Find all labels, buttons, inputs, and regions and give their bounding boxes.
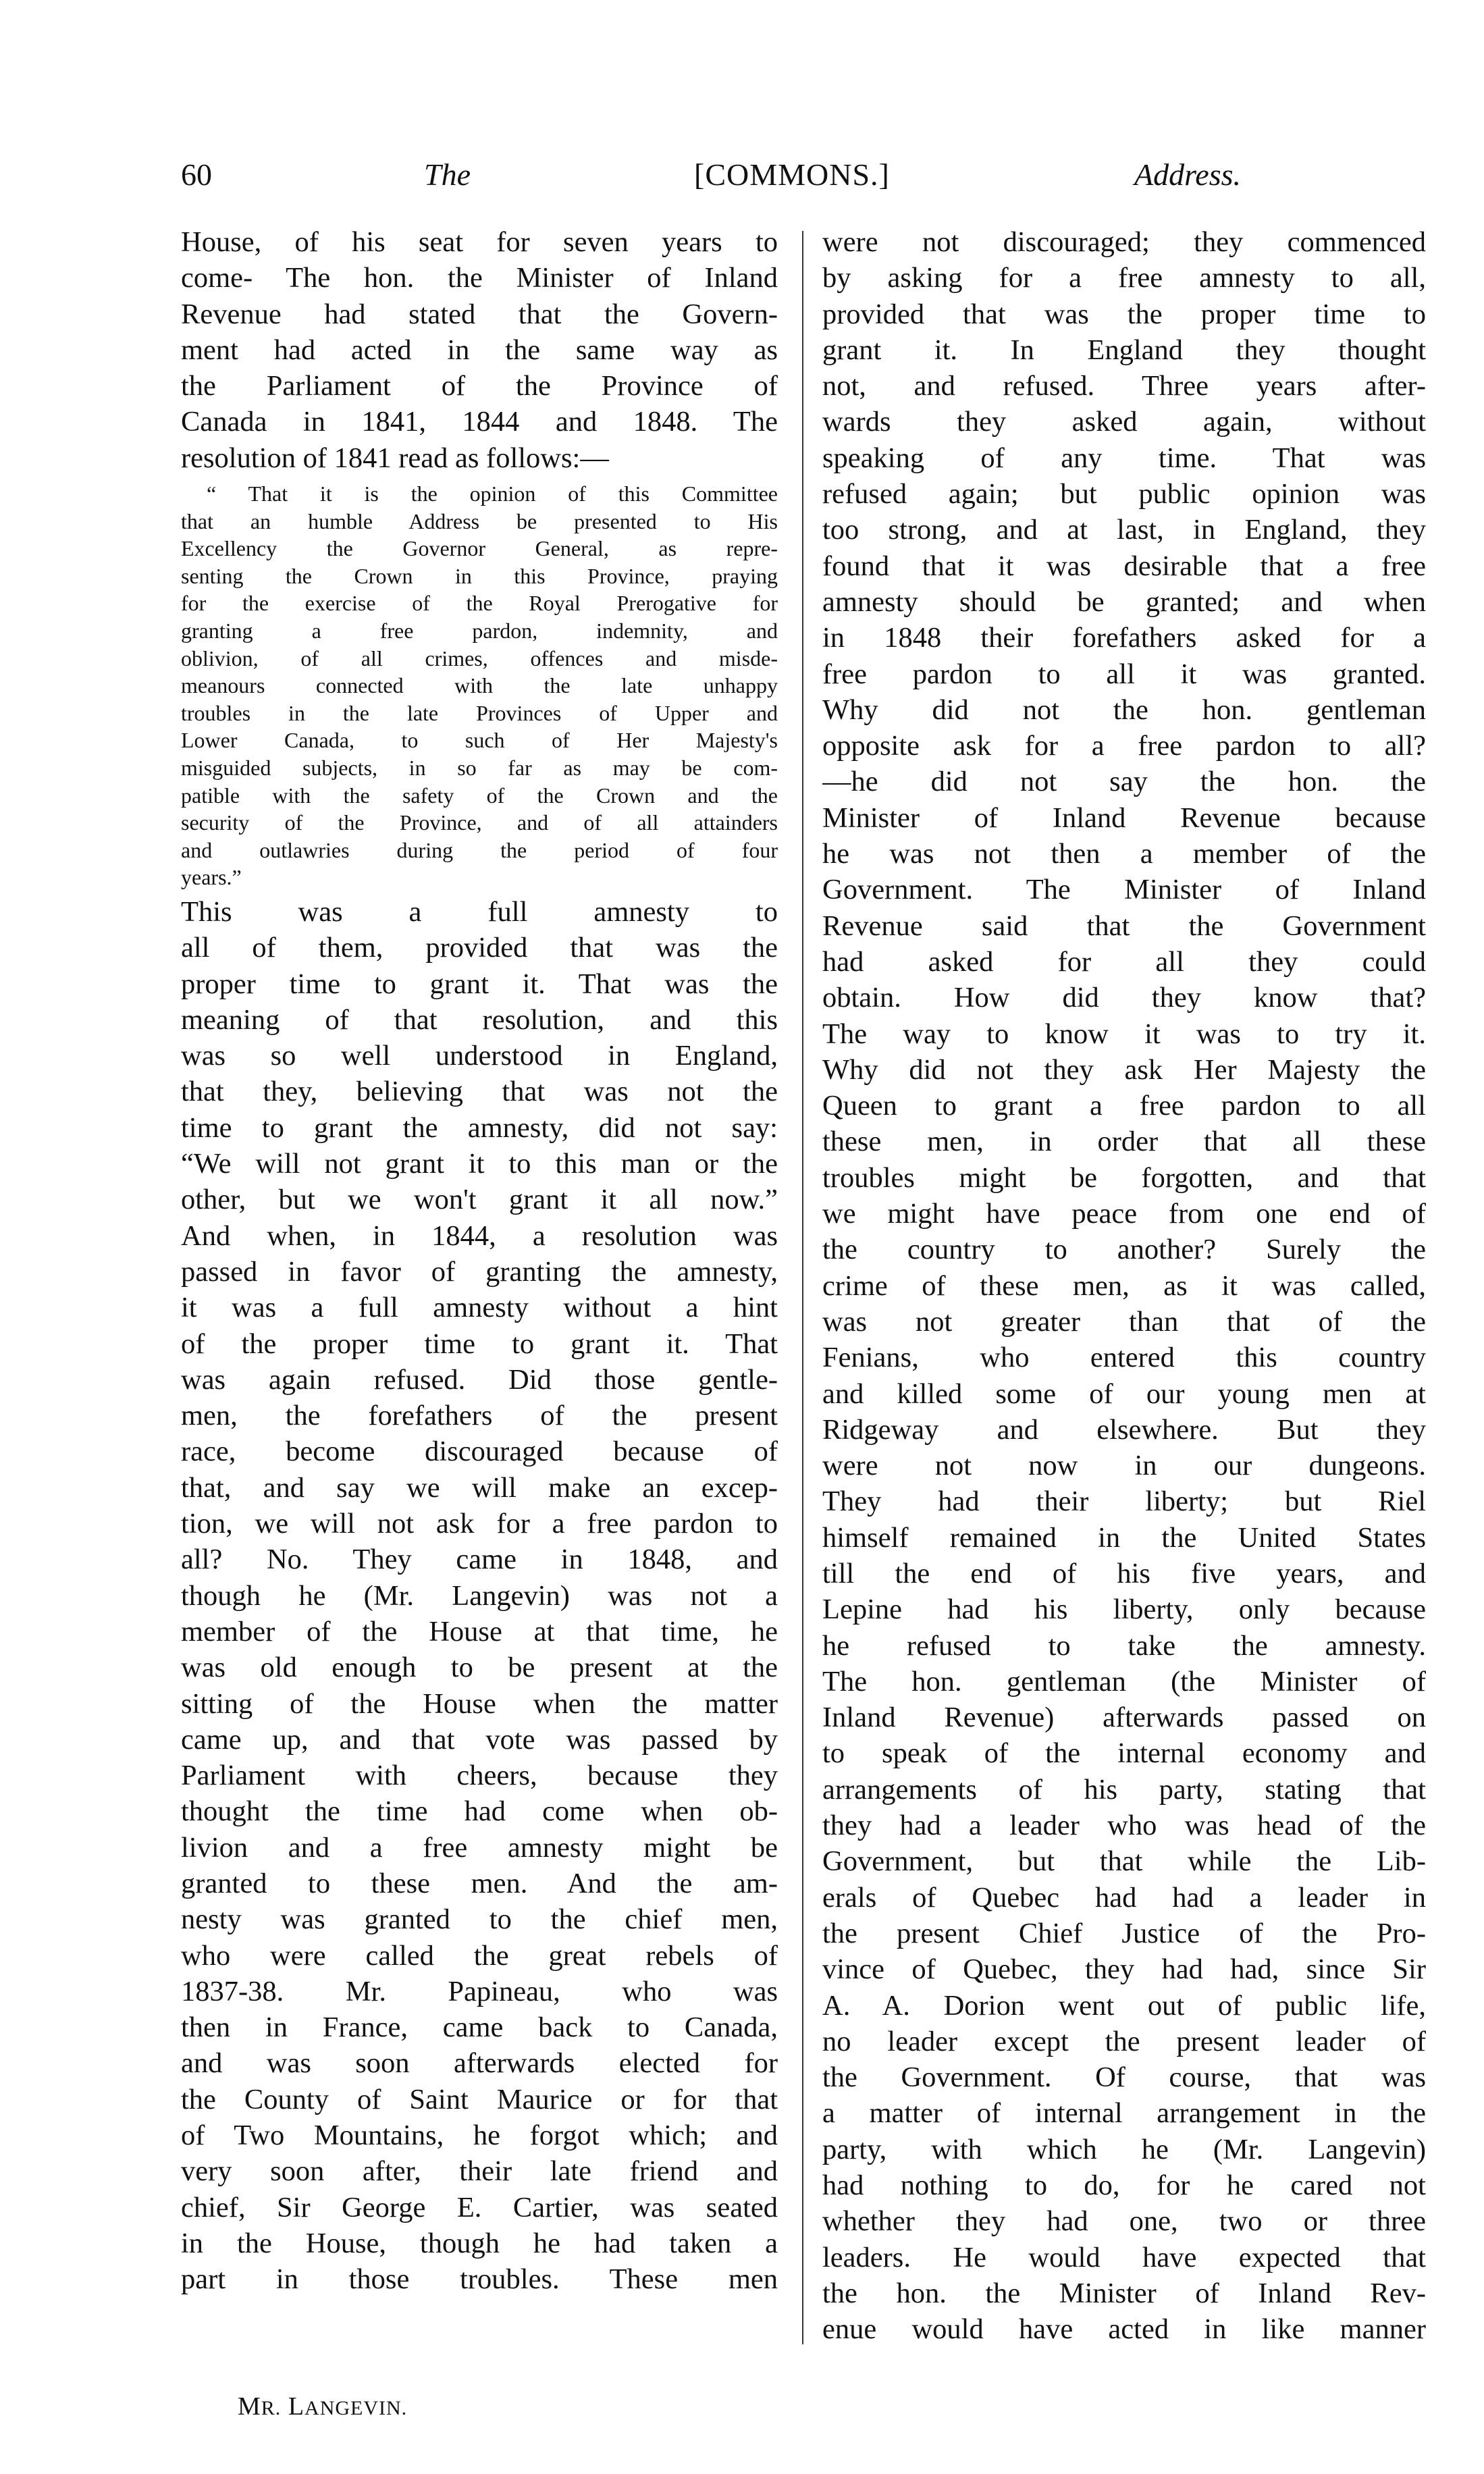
footer-prefix-rest: R. (261, 2397, 282, 2419)
text-line: was so well understood in England, (181, 1040, 778, 1072)
text-line: the country to another? Surely the (822, 1234, 1426, 1266)
text-line: a matter of internal arrangement in the (822, 2097, 1426, 2130)
text-line: these men, in order that all these (822, 1126, 1426, 1158)
text-line: part in those troubles. These men (181, 2263, 778, 2296)
text-line: though he (Mr. Langevin) was not a (181, 1579, 778, 1612)
column-divider (802, 231, 803, 2344)
text-line: amnesty should be granted; and when (822, 585, 1426, 618)
text-line: very soon after, their late friend and (181, 2155, 778, 2188)
text-line: provided that was the proper time to (822, 298, 1426, 330)
text-line: Inland Revenue) afterwards passed on (822, 1702, 1426, 1734)
text-line: too strong, and at last, in England, they (822, 514, 1426, 546)
quote-line: security of the Province, and of all attainders (181, 810, 778, 835)
text-line: Minister of Inland Revenue because (822, 801, 1426, 834)
text-line: was old enough to be present at the (181, 1652, 778, 1684)
text-line: proper time to grant it. That was the (181, 968, 778, 1000)
text-line: obtain. How did they know that? (822, 982, 1426, 1014)
text-line: erals of Quebec had had a leader in (822, 1881, 1426, 1914)
text-line: speaking of any time. That was (822, 442, 1426, 474)
quote-line: misguided subjects, in so far as may be com- (181, 756, 778, 781)
text-line: race, become discouraged because of (181, 1436, 778, 1468)
text-line: not, and refused. Three years after- (822, 370, 1426, 402)
text-line: And when, in 1844, a resolution was (181, 1219, 778, 1252)
quote-line: patible with the safety of the Crown and the (181, 783, 778, 808)
text-line: Ridgeway and elsewhere. But they (822, 1413, 1426, 1446)
text-line: then in France, came back to Canada, (181, 2011, 778, 2044)
quoted-resolution (181, 480, 778, 891)
text-line: meaning of that resolution, and this (181, 1003, 778, 1036)
text-line: the Government. Of course, that was (822, 2061, 1426, 2094)
text-line: he refused to take the amnesty. (822, 1629, 1426, 1662)
left-paragraph-2 (181, 894, 778, 2298)
quote-line: for the exercise of the Royal Prerogative for (181, 591, 778, 616)
text-line: The hon. gentleman (the Minister of (822, 1665, 1426, 1697)
text-line: it was a full amnesty without a hint (181, 1292, 778, 1324)
text-line: member of the House at that time, he (181, 1615, 778, 1648)
running-title-center: [COMMONS.] (694, 157, 890, 192)
text-line: —he did not say the hon. the (822, 766, 1426, 798)
text-line: till the end of his five years, and (822, 1557, 1426, 1589)
text-line: the present Chief Justice of the Pro- (822, 1917, 1426, 1949)
text-line: the Parliament of the Province of (181, 370, 778, 402)
text-line: Canada in 1841, 1844 and 1848. The (181, 406, 778, 438)
text-line: This was a full amnesty to (181, 895, 778, 928)
speaker-footer (238, 2392, 407, 2421)
text-line: to speak of the internal economy and (822, 1737, 1426, 1770)
text-line: sitting of the House when the matter (181, 1687, 778, 1720)
quote-line: and outlawries during the period of four (181, 837, 778, 862)
text-line: House, of his seat for seven years to (181, 226, 778, 258)
text-line: nesty was granted to the chief men, (181, 1903, 778, 1936)
text-line: the County of Saint Maurice or for that (181, 2083, 778, 2115)
text-line: A. A. Dorion went out of public life, (822, 1989, 1426, 2022)
text-line: grant it. In England they thought (822, 334, 1426, 366)
text-line: Revenue had stated that the Govern- (181, 298, 778, 330)
running-title-left: The (424, 157, 471, 192)
text-line: arrangements of his party, stating that (822, 1773, 1426, 1806)
text-line: passed in favor of granting the amnesty, (181, 1255, 778, 1288)
left-paragraph-1 (181, 224, 778, 476)
footer-name-rest: ANGEVIN. (304, 2397, 408, 2419)
text-line: whether they had one, two or three (822, 2205, 1426, 2238)
text-line: thought the time had come when ob- (181, 1795, 778, 1828)
text-line: granted to these men. And the am- (181, 1868, 778, 1899)
text-line: had asked for all they could (822, 945, 1426, 978)
text-line: that they, believing that was not the (181, 1076, 778, 1108)
text-line: of the proper time to grant it. That (181, 1327, 778, 1360)
page-number: 60 (181, 157, 212, 192)
quote-line: years.” (181, 865, 242, 890)
text-line: free pardon to all it was granted. (822, 658, 1426, 690)
text-line: The way to know it was to try it. (822, 1018, 1426, 1050)
text-line: vince of Quebec, they had had, since Sir (822, 1953, 1426, 1986)
text-line: crime of these men, as it was called, (822, 1269, 1426, 1302)
text-line: who were called the great rebels of (181, 1939, 778, 1972)
text-line: refused again; but public opinion was (822, 478, 1426, 510)
text-line: by asking for a free amnesty to all, (822, 262, 1426, 294)
text-line: had nothing to do, for he cared not (822, 2169, 1426, 2202)
text-line: other, but we won't grant it all now.” (181, 1184, 778, 1216)
text-line: opposite ask for a free pardon to all? (822, 730, 1426, 762)
text-line: the hon. the Minister of Inland Rev- (822, 2277, 1426, 2309)
quote-line: granting a free pardon, indemnity, and (181, 618, 778, 643)
text-line: were not discouraged; they commenced (822, 226, 1426, 258)
text-line: they had a leader who was head of the (822, 1810, 1426, 1842)
text-line: we might have peace from one end of (822, 1198, 1426, 1230)
text-line: all? No. They came in 1848, and (181, 1544, 778, 1576)
text-line: in 1848 their forefathers asked for a (822, 622, 1426, 654)
quote-line: Lower Canada, to such of Her Majesty's (181, 728, 778, 753)
text-line: and killed some of our young men at (822, 1377, 1426, 1410)
footer-name-initial: L (288, 2392, 305, 2421)
text-line: were not now in our dungeons. (822, 1450, 1426, 1482)
text-line: They had their liberty; but Riel (822, 1485, 1426, 1518)
running-title-right: Address. (1134, 157, 1241, 192)
text-line: all of them, provided that was the (181, 932, 778, 964)
quote-line: meanours connected with the late unhappy (181, 673, 778, 698)
left-column (181, 224, 778, 2298)
text-line: was again refused. Did those gentle- (181, 1363, 778, 1396)
page-header (181, 157, 1241, 204)
text-line: time to grant the amnesty, did not say: (181, 1111, 778, 1144)
footer-prefix-initial: M (238, 2392, 261, 2421)
text-line: ment had acted in the same way as (181, 334, 778, 366)
text-line: Government, but that while the Lib- (822, 1845, 1426, 1878)
text-line: “We will not grant it to this man or the (181, 1148, 778, 1180)
text-line: come- The hon. the Minister of Inland (181, 262, 778, 294)
text-line: that, and say we will make an excep- (181, 1471, 778, 1504)
text-line: of Two Mountains, he forgot which; and (181, 2120, 778, 2152)
quote-line: that an humble Address be presented to His (181, 508, 778, 533)
text-line: Queen to grant a free pardon to all (822, 1090, 1426, 1122)
text-line: party, with which he (Mr. Langevin) (822, 2133, 1426, 2165)
text-line: Why did not they ask Her Majesty the (822, 1053, 1426, 1086)
quote-line: “ That it is the opinion of this Committee (207, 481, 778, 506)
quote-line: troubles in the late Provinces of Upper and (181, 700, 778, 725)
text-line: livion and a free amnesty might be (181, 1831, 778, 1864)
text-line: Parliament with cheers, because they (181, 1760, 778, 1792)
text-line: 1837-38. Mr. Papineau, who was (181, 1975, 778, 2007)
text-line: Lepine had his liberty, only because (822, 1594, 1426, 1626)
text-line: Fenians, who entered this country (822, 1342, 1426, 1374)
text-line: no leader except the present leader of (822, 2025, 1426, 2057)
text-line: men, the forefathers of the present (181, 1400, 778, 1432)
text-line: in the House, though he had taken a (181, 2227, 778, 2259)
text-line: Why did not the hon. gentleman (822, 693, 1426, 726)
text-line: Revenue said that the Government (822, 910, 1426, 942)
text-line: Government. The Minister of Inland (822, 874, 1426, 906)
text-line: came up, and that vote was passed by (181, 1723, 778, 1756)
quote-line: senting the Crown in this Province, praying (181, 563, 778, 588)
quote-line: oblivion, of all crimes, offences and misde- (181, 646, 778, 670)
text-line: and was soon afterwards elected for (181, 2047, 778, 2080)
text-line: found that it was desirable that a free (822, 550, 1426, 582)
text-line: tion, we will not ask for a free pardon to (181, 1508, 778, 1540)
text-line: he was not then a member of the (822, 838, 1426, 870)
text-line: wards they asked again, without (822, 406, 1426, 438)
quote-line: Excellency the Governor General, as repre- (181, 536, 778, 561)
text-line: leaders. He would have expected that (822, 2241, 1426, 2273)
text-line: troubles might be forgotten, and that (822, 1161, 1426, 1194)
text-line: chief, Sir George E. Cartier, was seated (181, 2191, 778, 2223)
text-line: enue would have acted in like manner (822, 2313, 1426, 2346)
text-line: himself remained in the United States (822, 1521, 1426, 1554)
right-column (822, 224, 1426, 2348)
text-line: resolution of 1841 read as follows:— (181, 442, 609, 474)
text-line: was not greater than that of the (822, 1305, 1426, 1338)
